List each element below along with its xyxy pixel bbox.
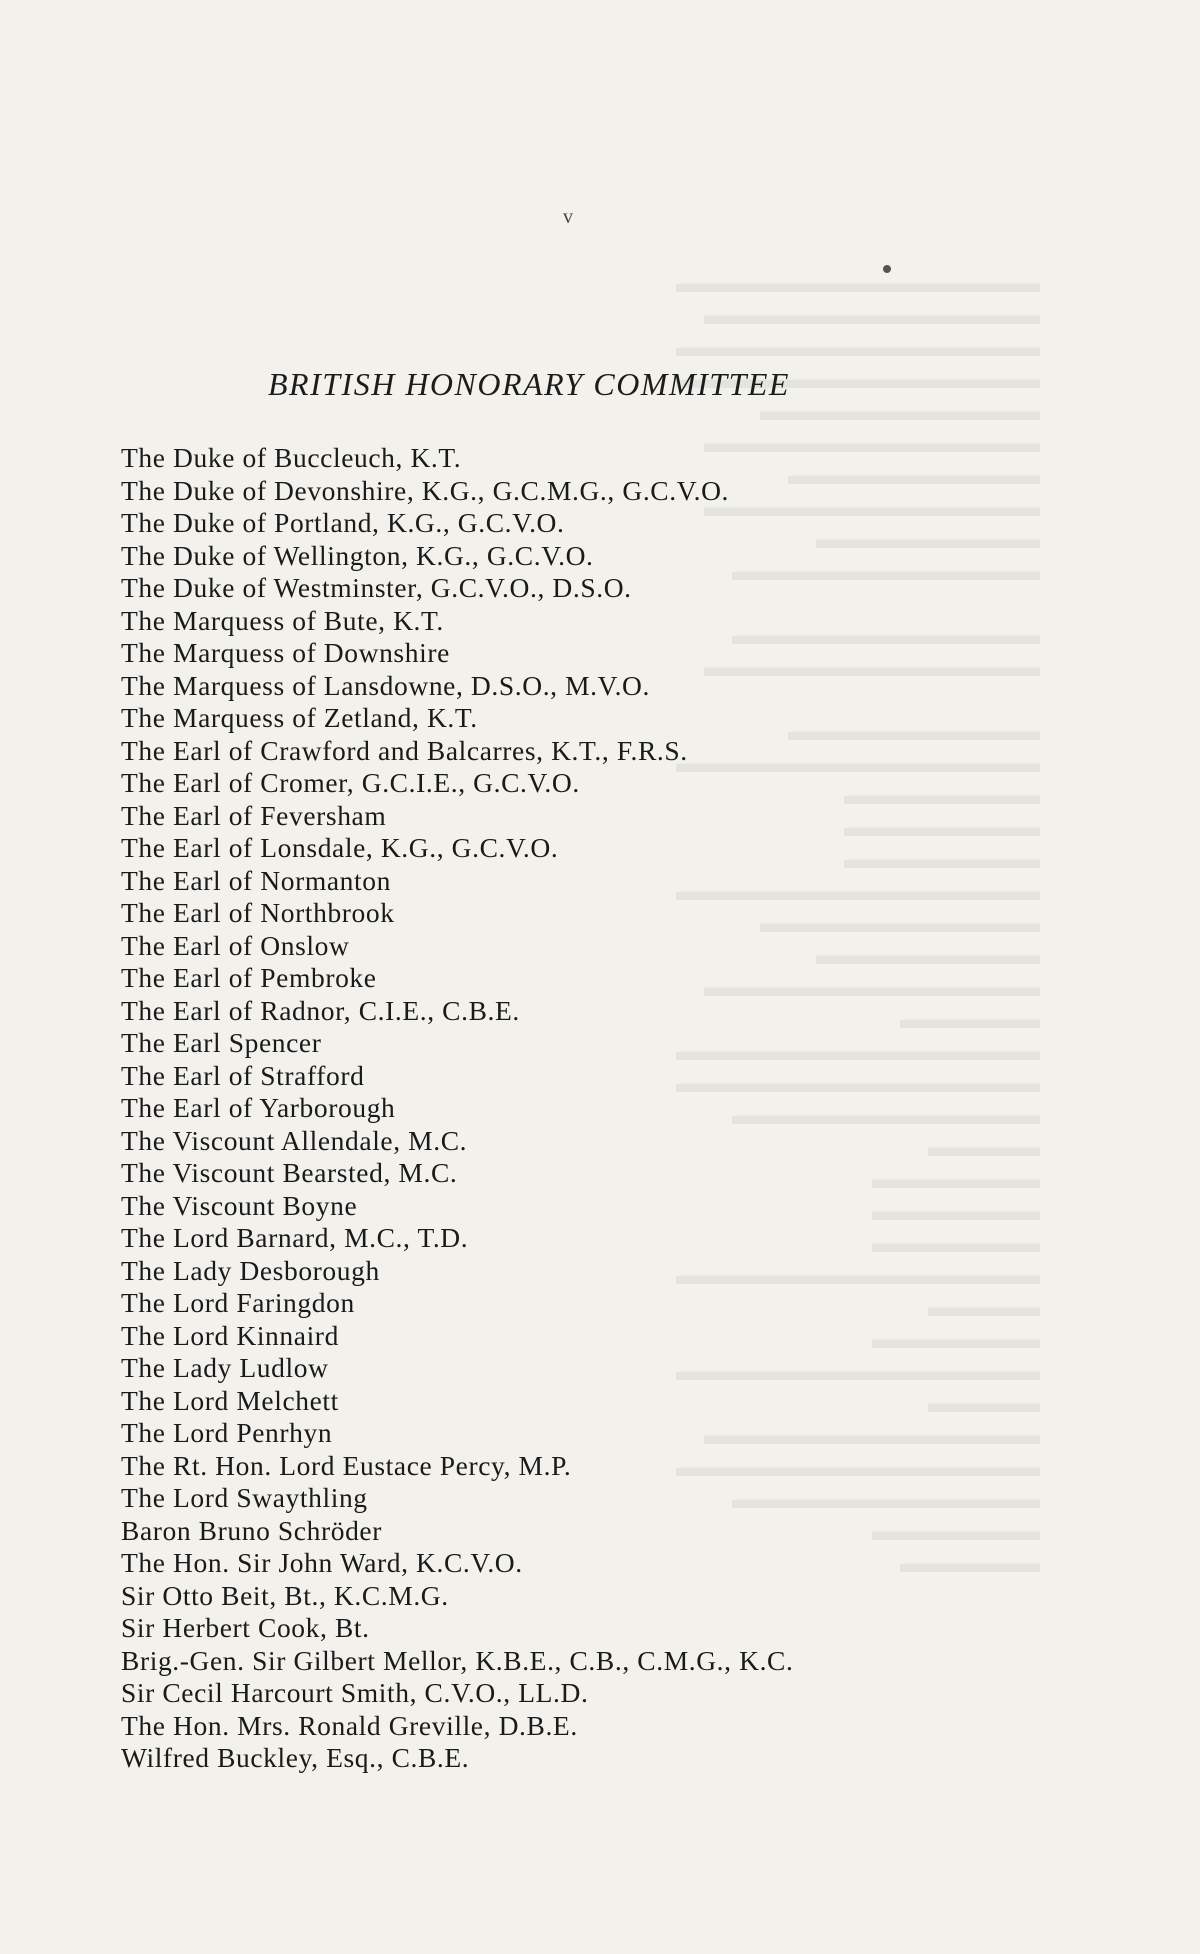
committee-member: The Lord Faringdon	[121, 1287, 355, 1318]
committee-member: The Marquess of Bute, K.T.	[121, 604, 444, 636]
committee-member: The Marquess of Zetland, K.T.	[121, 702, 478, 733]
committee-member: The Duke of Portland, K.G., G.C.V.O.	[121, 507, 565, 538]
committee-member: The Earl of Onslow	[121, 929, 350, 961]
committee-member: The Hon. Mrs. Ronald Greville, D.B.E.	[121, 1709, 578, 1741]
ink-blot-mark	[883, 265, 891, 273]
committee-member: Wilfred Buckley, Esq., C.B.E.	[121, 1742, 470, 1773]
committee-member: Sir Herbert Cook, Bt.	[121, 1612, 370, 1643]
committee-member: The Duke of Buccleuch, K.T.	[121, 442, 462, 473]
committee-member: The Duke of Westminster, G.C.V.O., D.S.O.	[121, 572, 632, 603]
committee-member: The Hon. Sir John Ward, K.C.V.O.	[121, 1547, 523, 1578]
committee-member: The Earl of Northbrook	[121, 897, 395, 928]
committee-member: The Earl of Normanton	[121, 864, 391, 896]
committee-member: The Viscount Bearsted, M.C.	[121, 1157, 458, 1188]
committee-member: The Earl Spencer	[121, 1027, 322, 1058]
committee-member: The Earl of Yarborough	[121, 1092, 396, 1123]
committee-member: The Lord Barnard, M.C., T.D.	[121, 1222, 469, 1253]
committee-member: The Rt. Hon. Lord Eustace Percy, M.P.	[121, 1449, 572, 1481]
committee-member: Baron Bruno Schröder	[121, 1514, 382, 1546]
committee-member: The Marquess of Downshire	[121, 637, 450, 668]
committee-member: The Earl of Cromer, G.C.I.E., G.C.V.O.	[121, 767, 580, 798]
committee-member: The Earl of Feversham	[121, 799, 387, 831]
committee-member: The Lady Desborough	[121, 1254, 380, 1286]
committee-member: The Viscount Boyne	[121, 1189, 358, 1221]
section-heading: BRITISH HONORARY COMMITTEE	[268, 366, 790, 402]
committee-member: The Lady Ludlow	[121, 1352, 329, 1383]
committee-member: The Lord Kinnaird	[121, 1319, 339, 1351]
committee-member: The Viscount Allendale, M.C.	[121, 1124, 468, 1156]
page-number: v	[563, 206, 574, 228]
committee-member: The Duke of Devonshire, K.G., G.C.M.G., G.C.V.O.	[121, 474, 730, 506]
committee-member: Sir Otto Beit, Bt., K.C.M.G.	[121, 1579, 449, 1611]
committee-member-list	[121, 442, 793, 1775]
committee-member: The Duke of Wellington, K.G., G.C.V.O.	[121, 539, 594, 571]
committee-member: The Earl of Radnor, C.I.E., C.B.E.	[121, 994, 520, 1026]
committee-member: The Earl of Pembroke	[121, 962, 377, 993]
committee-member: The Earl of Strafford	[121, 1059, 365, 1091]
show-through-texture: ▬▬▬▬▬▬▬▬▬▬▬▬▬ ▬▬▬▬▬▬▬▬▬▬▬▬ ▬▬▬▬▬▬▬▬▬▬▬▬▬ ▬▬▬▬▬▬▬▬▬▬▬▬▬ ▬▬▬▬▬▬▬▬▬▬ ▬▬▬▬▬▬▬▬▬▬▬▬ ▬▬▬▬▬▬▬▬▬ ▬▬▬▬▬▬▬▬▬▬▬▬ ▬▬▬▬▬▬▬▬ ▬▬▬▬▬▬▬▬▬▬▬ ▬▬▬▬▬▬▬▬▬▬▬ ▬▬▬▬▬▬▬▬▬▬▬▬ ▬▬▬▬▬▬▬▬▬ ▬▬▬▬▬▬▬▬▬▬▬▬▬ ▬▬▬▬▬▬▬ ▬▬▬▬▬▬▬ ▬▬▬▬▬▬▬ ▬▬▬▬▬▬▬▬▬▬▬▬▬ ▬▬▬▬▬▬▬▬▬▬ ▬▬▬▬▬▬▬▬ ▬▬▬▬▬▬▬▬▬▬▬▬ ▬▬▬▬▬ ▬▬▬▬▬▬▬▬▬▬▬▬▬ ▬▬▬▬▬▬▬▬▬▬▬▬▬ ▬▬▬▬▬▬▬▬▬▬▬ ▬▬▬▬ ▬▬▬▬▬▬ ▬▬▬▬▬▬ ▬▬▬▬▬▬ ▬▬▬▬▬▬▬▬▬▬▬▬▬ ▬▬▬▬ ▬▬▬▬▬▬ ▬▬▬▬▬▬▬▬▬▬▬▬▬ ▬▬▬▬ ▬▬▬▬▬▬▬▬▬▬▬▬ ▬▬▬▬▬▬▬▬▬▬▬▬▬ ▬▬▬▬▬▬▬▬▬▬▬ ▬▬▬▬▬▬ ▬▬▬▬▬	[676, 268, 1040, 1579]
committee-member: The Earl of Lonsdale, K.G., G.C.V.O.	[121, 832, 559, 863]
committee-member: Brig.-Gen. Sir Gilbert Mellor, K.B.E., C.B., C.M.G., K.C.	[121, 1644, 794, 1676]
committee-member: The Earl of Crawford and Balcarres, K.T., F.R.S.	[121, 734, 688, 766]
committee-member: Sir Cecil Harcourt Smith, C.V.O., LL.D.	[121, 1677, 589, 1708]
committee-member: The Lord Melchett	[121, 1384, 339, 1416]
committee-member: The Lord Penrhyn	[121, 1417, 333, 1448]
committee-member: The Lord Swaythling	[121, 1482, 368, 1513]
committee-member: The Marquess of Lansdowne, D.S.O., M.V.O.	[121, 669, 650, 701]
